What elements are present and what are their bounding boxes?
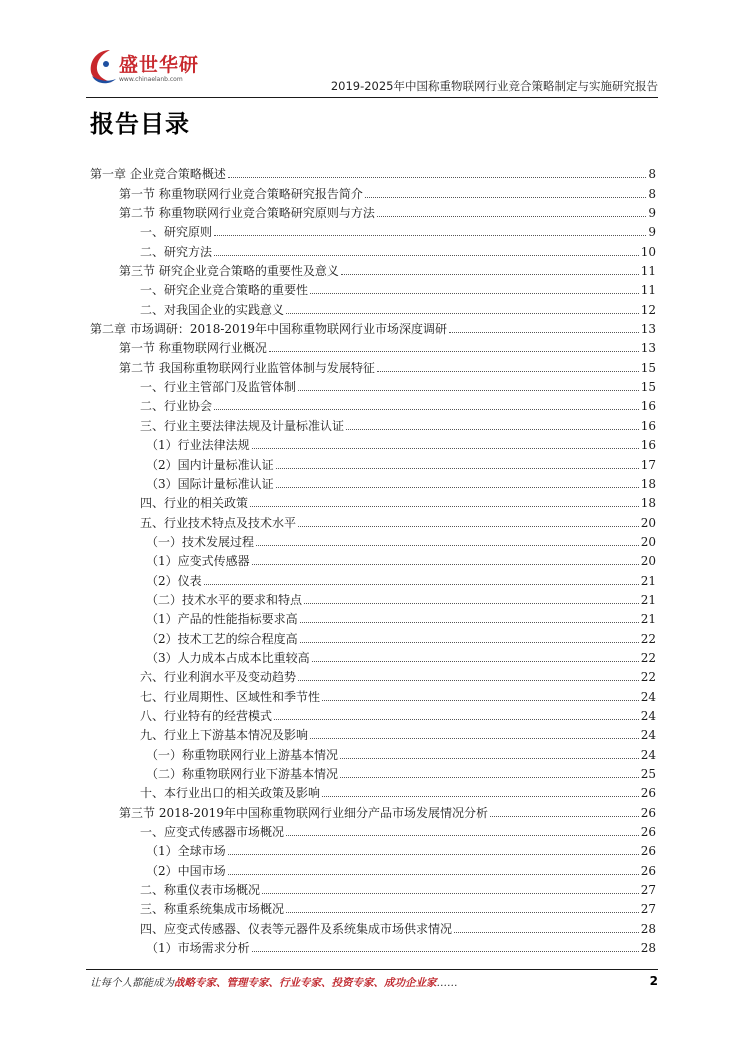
toc-entry[interactable] — [90, 568, 656, 587]
toc-entry-page: 21 — [640, 612, 656, 627]
toc-dot-leader — [286, 912, 639, 913]
toc-dot-leader — [269, 351, 639, 352]
toc-dot-leader — [252, 448, 639, 449]
toc-dot-leader — [322, 700, 639, 701]
toc-dot-leader — [340, 777, 639, 778]
toc-dot-leader — [300, 622, 639, 623]
toc-dot-leader — [228, 874, 639, 875]
page-number: 2 — [649, 974, 658, 988]
toc-entry-page: 17 — [640, 457, 656, 472]
toc-entry-label: （二）技术水平的要求和特点 — [146, 592, 303, 607]
toc-dot-leader — [298, 526, 639, 527]
toc-entry-page: 8 — [648, 186, 656, 201]
toc-entry-label: （二）称重物联网行业下游基本情况 — [146, 767, 339, 781]
toc-entry-label: 二、行业协会 — [140, 399, 213, 414]
toc-entry-label: 五、行业技术特点及技术水平 — [140, 515, 297, 530]
toc-entry-label: 第三节 2018-2019年中国称重物联网行业细分产品市场发展情况分析 — [119, 805, 488, 820]
toc-entry-label: 三、行业主要法律法规及计量标准认证 — [140, 418, 345, 433]
toc-entry[interactable] — [90, 684, 656, 703]
toc-heading: 报告目录 — [90, 110, 190, 138]
toc-entry[interactable] — [90, 239, 656, 258]
toc-entry-label: （1）应变式传感器 — [146, 554, 250, 569]
toc-entry[interactable] — [90, 723, 656, 742]
toc-dot-leader — [312, 661, 639, 662]
logo-text: 盛世华研 — [119, 54, 200, 76]
toc-entry-label: （2）仪表 — [146, 573, 202, 588]
toc-dot-leader — [298, 390, 639, 391]
toc-entry[interactable] — [90, 491, 656, 510]
toc-entry[interactable] — [90, 588, 656, 607]
toc-entry[interactable] — [90, 858, 656, 877]
toc-entry-page: 16 — [640, 438, 656, 453]
toc-entry[interactable] — [90, 452, 656, 471]
toc-entry[interactable] — [90, 897, 656, 916]
toc-entry-label: 第二节 称重物联网行业竞合策略研究原则与方法 — [119, 206, 375, 221]
toc-entry-page: 12 — [640, 302, 656, 317]
toc-dot-leader — [341, 274, 639, 275]
toc-entry-page: 9 — [648, 206, 656, 221]
toc-entry[interactable] — [90, 355, 656, 374]
toc-entry[interactable] — [90, 317, 656, 336]
toc-dot-leader — [214, 255, 639, 256]
toc-entry[interactable] — [90, 433, 656, 452]
toc-entry[interactable] — [90, 413, 656, 432]
toc-entry-label: （1）产品的性能指标要求高 — [146, 612, 298, 627]
toc-entry-page: 22 — [640, 650, 656, 665]
toc-dot-leader — [276, 487, 639, 488]
toc-entry-page: 25 — [640, 767, 656, 781]
toc-entry-page: 22 — [640, 670, 656, 685]
toc-entry-label: （1）市场需求分析 — [146, 941, 250, 956]
toc-entry-label: 四、行业的相关政策 — [140, 496, 249, 511]
toc-dot-leader — [204, 584, 639, 585]
toc-entry-label: 八、行业特有的经营模式 — [140, 708, 273, 723]
toc-entry[interactable] — [90, 665, 656, 684]
toc-entry-label: 第三节 研究企业竞合策略的重要性及意义 — [119, 264, 339, 279]
toc-dot-leader — [228, 854, 639, 855]
toc-entry[interactable] — [90, 878, 656, 897]
toc-entry-label: 六、行业利润水平及变动趋势 — [140, 670, 297, 685]
toc-entry-label: 二、称重仪表市场概况 — [140, 883, 261, 898]
toc-entry-page: 20 — [640, 534, 656, 549]
toc-entry-page: 21 — [640, 592, 656, 607]
toc-entry-label: 四、应变式传感器、仪表等元器件及系统集成市场供求情况 — [140, 921, 453, 936]
toc-entry-label: （1）行业法律法规 — [146, 438, 250, 453]
toc-entry-page: 18 — [640, 496, 656, 511]
toc-entry-page: 24 — [640, 747, 656, 762]
toc-entry[interactable] — [90, 607, 656, 626]
toc-entry-label: （3）国际计量标准认证 — [146, 476, 274, 491]
toc-dot-leader — [490, 816, 639, 817]
toc-dot-leader — [250, 506, 639, 507]
toc-dot-leader — [286, 313, 639, 314]
toc-entry-page: 21 — [640, 573, 656, 588]
toc-entry-page: 26 — [640, 844, 656, 859]
toc-entry-page: 26 — [640, 863, 656, 878]
toc-entry-label: 一、研究企业竞合策略的重要性 — [140, 283, 309, 298]
toc-dot-leader — [298, 680, 639, 681]
toc-entry-page: 27 — [640, 883, 656, 898]
toc-dot-leader — [300, 642, 639, 643]
toc-entry[interactable] — [90, 259, 656, 278]
toc-entry-page: 15 — [640, 360, 656, 375]
footer-slogan-prefix: 让每个人都能成为 — [90, 977, 174, 989]
toc-entry[interactable] — [90, 704, 656, 723]
toc-entry[interactable] — [90, 220, 656, 239]
report-title: 2019-2025年中国称重物联网行业竞合策略制定与实施研究报告 — [330, 79, 658, 93]
toc-dot-leader — [365, 197, 647, 198]
toc-entry-page: 22 — [640, 631, 656, 646]
toc-dot-leader — [252, 564, 639, 565]
toc-dot-leader — [377, 216, 647, 217]
toc-entry[interactable] — [90, 510, 656, 529]
toc-entry-page: 11 — [640, 283, 656, 298]
toc-entry-page: 28 — [640, 941, 656, 956]
toc-entry-label: 一、研究原则 — [140, 225, 213, 240]
toc-dot-leader — [304, 603, 639, 604]
toc-entry[interactable] — [90, 626, 656, 645]
toc-entry-label: （2）技术工艺的综合程度高 — [146, 631, 298, 646]
toc-entry[interactable] — [90, 549, 656, 568]
toc-entry-label: （3）人力成本占成本比重较高 — [146, 650, 310, 665]
table-of-contents — [90, 162, 656, 955]
toc-dot-leader — [276, 468, 639, 469]
toc-entry-label: 二、研究方法 — [140, 244, 213, 259]
toc-entry-page: 18 — [640, 476, 656, 491]
toc-entry-label: 第二章 市场调研：2018-2019年中国称重物联网行业市场深度调研 — [90, 322, 447, 337]
toc-entry-page: 16 — [640, 399, 656, 414]
toc-dot-leader — [346, 429, 639, 430]
footer-divider — [86, 969, 658, 970]
logo-emblem-icon — [86, 46, 120, 86]
toc-entry-page: 8 — [648, 167, 656, 182]
toc-entry-label: （一）称重物联网行业上游基本情况 — [146, 747, 339, 762]
toc-entry[interactable] — [90, 394, 656, 413]
toc-dot-leader — [286, 835, 639, 836]
toc-entry[interactable] — [90, 336, 656, 355]
toc-entry-page: 24 — [640, 728, 656, 743]
toc-entry[interactable] — [90, 201, 656, 220]
toc-entry[interactable] — [90, 742, 656, 761]
toc-dot-leader — [252, 951, 639, 952]
toc-dot-leader — [274, 719, 639, 720]
toc-entry[interactable] — [90, 181, 656, 200]
toc-entry-page: 10 — [640, 244, 656, 259]
toc-entry-page: 20 — [640, 515, 656, 530]
footer-slogan-highlight: 战略专家、管理专家、行业专家、投资专家、成功企业家 — [174, 977, 437, 989]
toc-dot-leader — [256, 545, 639, 546]
toc-entry-label: （一）技术发展过程 — [146, 534, 255, 549]
toc-entry-page: 26 — [640, 786, 656, 801]
toc-entry-page: 9 — [648, 225, 656, 240]
toc-entry-label: 一、行业主管部门及监管体制 — [140, 380, 297, 395]
toc-entry[interactable] — [90, 781, 656, 800]
toc-entry-page: 24 — [640, 708, 656, 723]
toc-entry-page: 13 — [640, 322, 656, 337]
toc-dot-leader — [449, 332, 639, 333]
toc-entry-label: 十、本行业出口的相关政策及影响 — [140, 786, 321, 801]
toc-dot-leader — [214, 235, 646, 236]
toc-entry[interactable] — [90, 916, 656, 935]
toc-entry-label: （2）中国市场 — [146, 863, 226, 878]
toc-dot-leader — [454, 932, 639, 933]
toc-entry[interactable] — [90, 646, 656, 665]
toc-entry[interactable] — [90, 936, 656, 955]
toc-entry[interactable] — [90, 278, 656, 297]
toc-entry[interactable] — [90, 839, 656, 858]
toc-entry-page: 26 — [640, 825, 656, 840]
toc-entry-page: 16 — [640, 418, 656, 433]
toc-entry[interactable] — [90, 800, 656, 819]
toc-entry-label: 第一章 企业竞合策略概述 — [90, 167, 226, 182]
toc-entry-label: 第一节 称重物联网行业概况 — [119, 341, 267, 356]
toc-dot-leader — [262, 893, 639, 894]
footer-slogan — [90, 975, 458, 990]
toc-dot-leader — [377, 371, 639, 372]
toc-dot-leader — [310, 293, 639, 294]
toc-entry-label: 三、称重系统集成市场概况 — [140, 902, 285, 917]
toc-dot-leader — [340, 758, 639, 759]
toc-entry[interactable] — [90, 297, 656, 316]
toc-entry-label: 第二节 我国称重物联网行业监管体制与发展特征 — [119, 360, 375, 375]
toc-entry-page: 26 — [640, 805, 656, 820]
toc-entry-page: 20 — [640, 554, 656, 569]
logo-url: www.chinaelanb.com — [119, 76, 183, 83]
toc-entry-label: （1）全球市场 — [146, 844, 226, 859]
toc-dot-leader — [322, 796, 639, 797]
toc-entry-label: 九、行业上下游基本情况及影响 — [140, 728, 309, 743]
company-logo — [86, 46, 206, 92]
toc-dot-leader — [228, 177, 647, 178]
toc-entry[interactable] — [90, 162, 656, 181]
toc-entry[interactable] — [90, 820, 656, 839]
toc-dot-leader — [310, 738, 639, 739]
toc-entry-page: 27 — [640, 902, 656, 917]
toc-entry-label: 一、应变式传感器市场概况 — [140, 825, 285, 840]
toc-entry[interactable] — [90, 530, 656, 549]
toc-entry-page: 11 — [640, 264, 656, 279]
toc-entry-page: 24 — [640, 689, 656, 704]
toc-entry-label: 第一节 称重物联网行业竞合策略研究报告简介 — [119, 186, 363, 201]
toc-entry-page: 15 — [640, 380, 656, 395]
toc-entry-label: 二、对我国企业的实践意义 — [140, 302, 285, 317]
footer-slogan-suffix: …… — [436, 977, 458, 989]
toc-entry-page: 28 — [640, 921, 656, 936]
toc-entry-label: （2）国内计量标准认证 — [146, 457, 274, 472]
page-header — [0, 0, 744, 100]
toc-entry[interactable] — [90, 375, 656, 394]
toc-entry-page: 13 — [640, 341, 656, 356]
toc-entry-label: 七、行业周期性、区域性和季节性 — [140, 689, 321, 704]
toc-dot-leader — [214, 409, 639, 410]
header-divider — [86, 97, 658, 98]
toc-entry[interactable] — [90, 762, 656, 781]
toc-entry[interactable] — [90, 472, 656, 491]
